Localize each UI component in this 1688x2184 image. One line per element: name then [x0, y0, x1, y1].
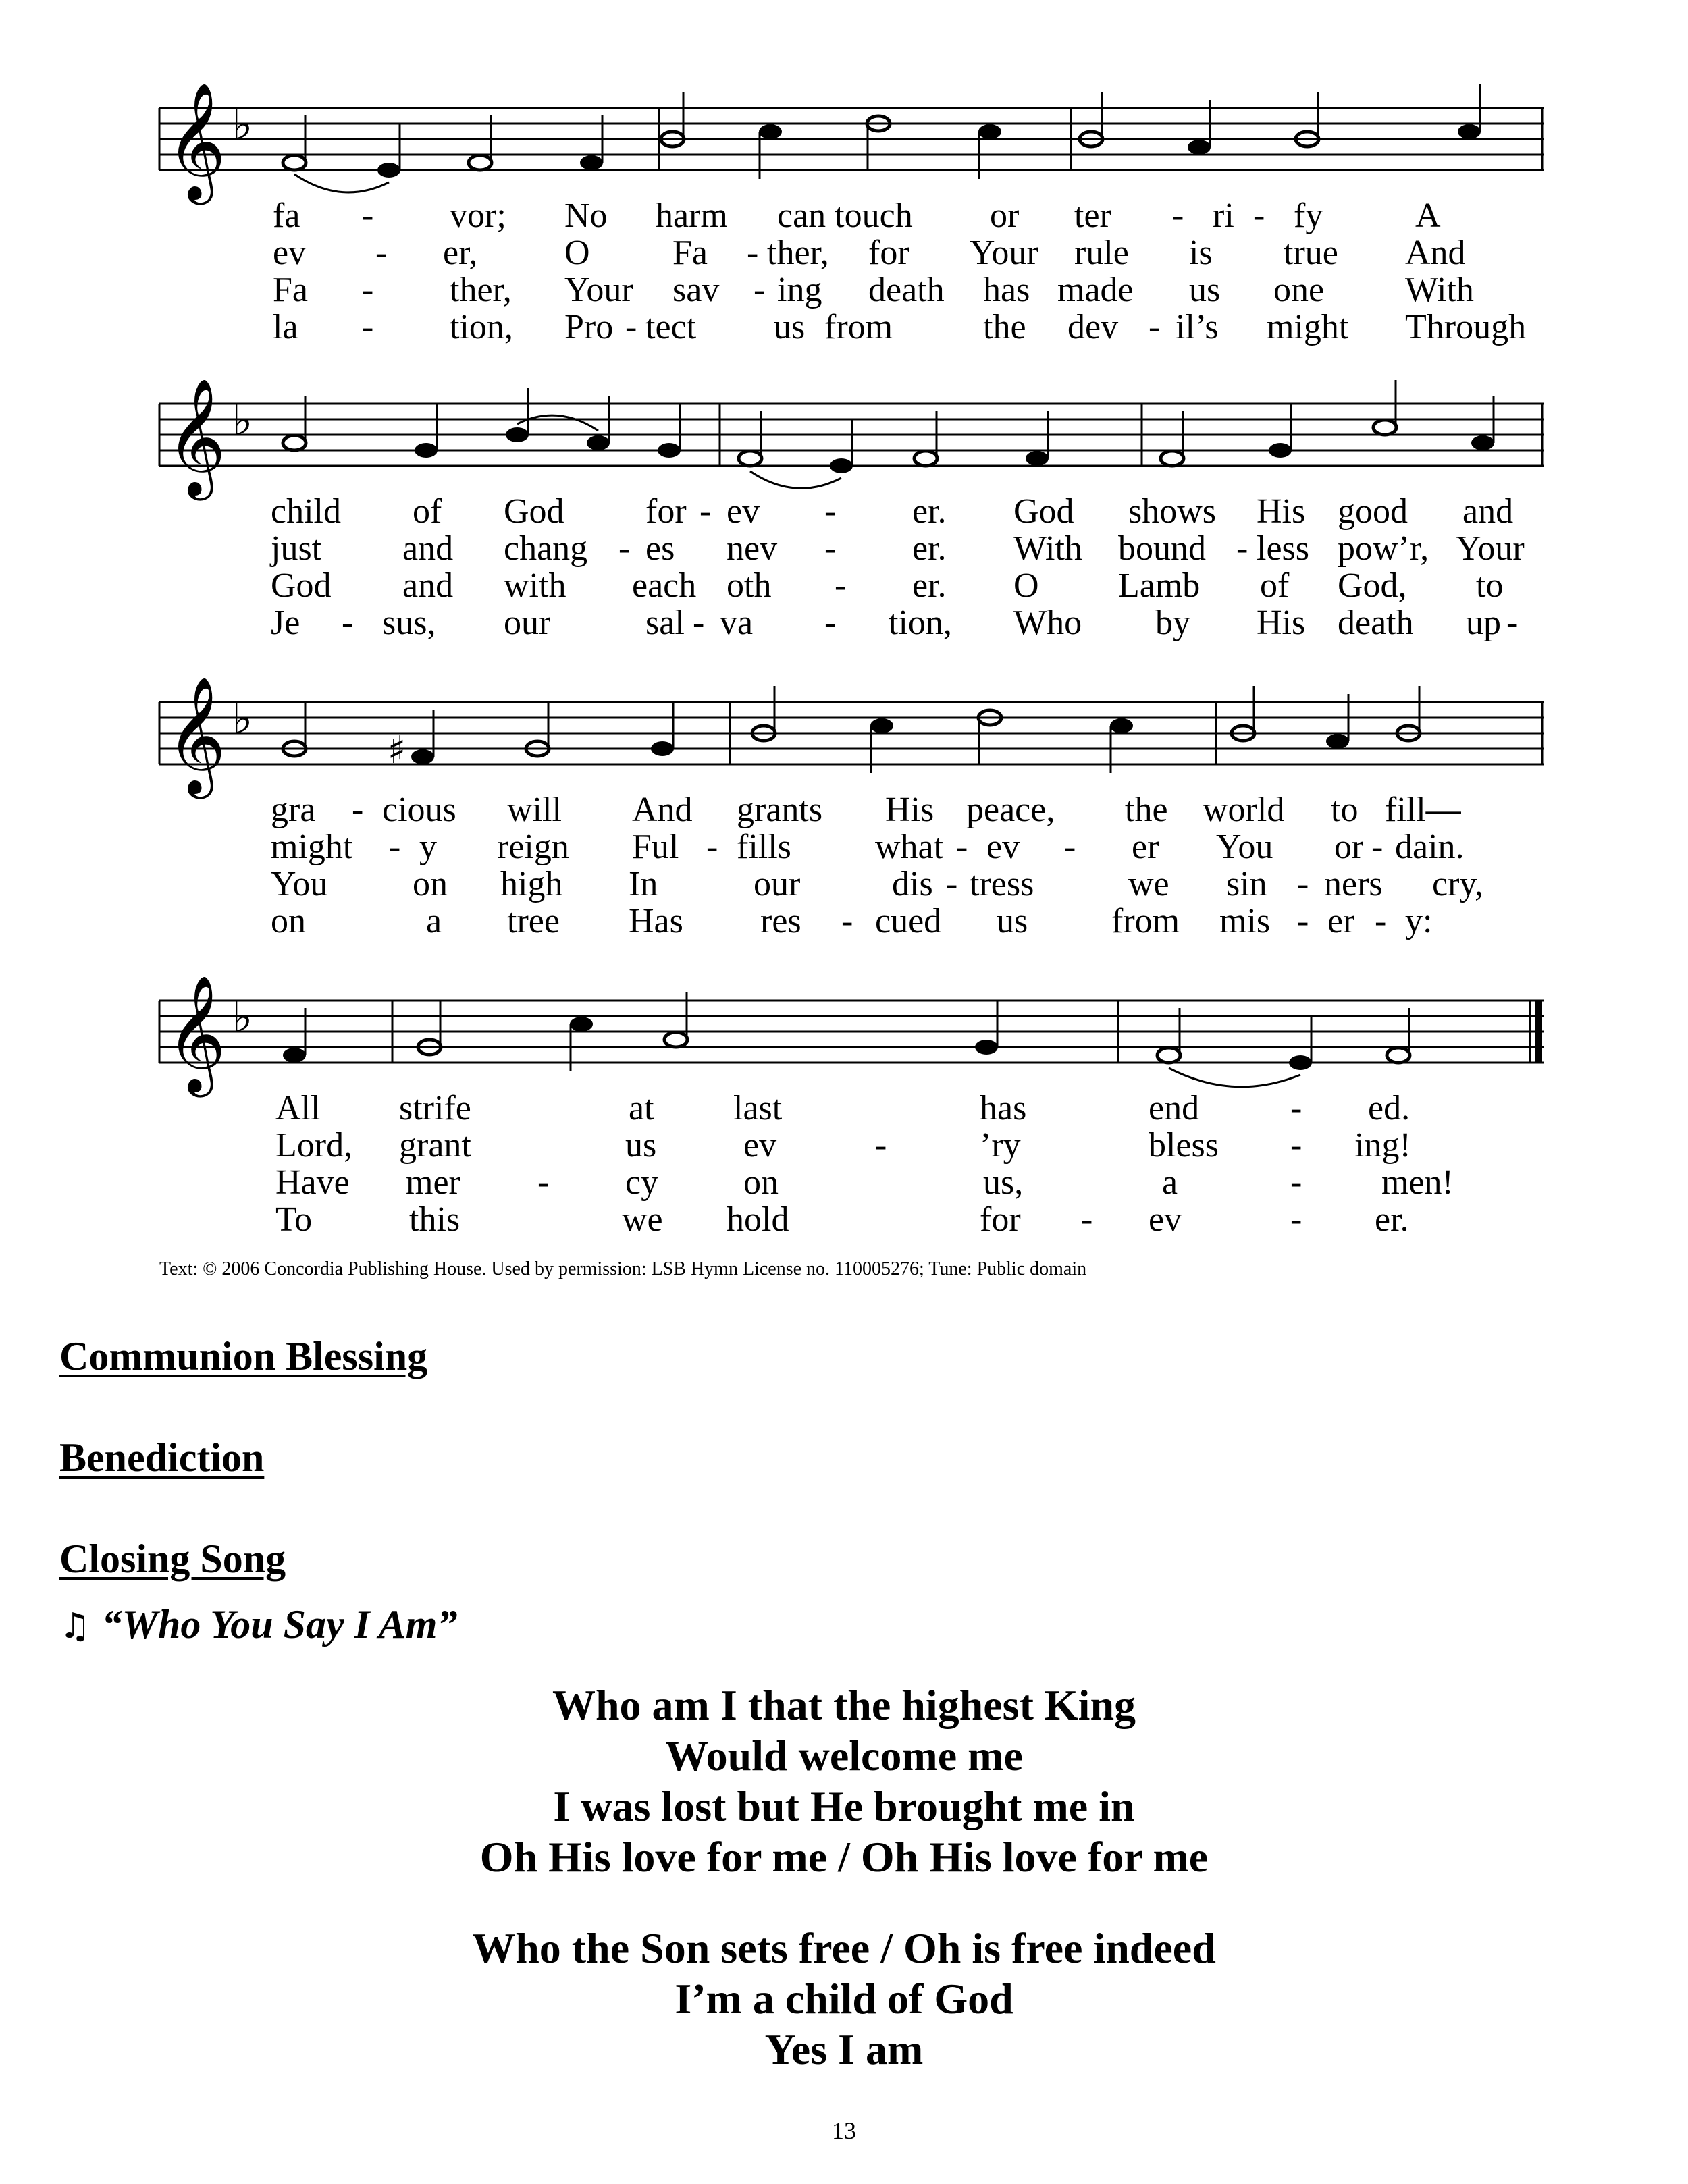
lyric-syllable: -	[362, 271, 374, 309]
lyric-syllable: In	[629, 865, 658, 903]
slur	[294, 174, 389, 192]
song-line: Would welcome me	[665, 1732, 1023, 1780]
lyric-syllable: us	[625, 1126, 657, 1165]
lyric-syllable: true	[1284, 234, 1338, 272]
lyric-syllable: fills	[737, 828, 791, 866]
lyric-syllable: -	[841, 902, 853, 940]
flat-key-signature-icon: ♭	[232, 992, 253, 1042]
final-barline	[1535, 1001, 1542, 1063]
lyric-syllable: Fa	[273, 271, 308, 309]
lyric-syllable: strife	[399, 1089, 471, 1127]
lyric-syllable: for	[868, 234, 909, 272]
lyric-syllable: from	[1111, 902, 1180, 940]
lyric-syllable: Pro	[564, 308, 614, 346]
song-line: Oh His love for me / Oh His love for me	[479, 1833, 1209, 1881]
lyric-syllable: tect	[645, 308, 697, 346]
lyric-syllable: up	[1466, 604, 1501, 642]
lyric-syllable: All	[275, 1089, 321, 1127]
lyric-syllable: cious	[382, 791, 456, 829]
lyric-syllable: for	[980, 1200, 1021, 1239]
lyric-syllable: To	[275, 1200, 313, 1239]
lyric-syllable: Fa	[672, 234, 708, 272]
lyric-syllable: -	[1290, 1089, 1302, 1127]
lyric-syllable: Your	[970, 234, 1038, 272]
lyric-syllable: bound	[1118, 529, 1206, 568]
lyric-syllable: fa	[273, 196, 300, 235]
lyric-syllable: er	[1327, 902, 1355, 940]
lyric-syllable: -	[1253, 196, 1265, 235]
lyric-syllable: -	[1064, 828, 1076, 866]
lyric-syllable: -	[537, 1163, 550, 1202]
lyric-syllable: and	[402, 529, 454, 568]
lyric-syllable: -	[693, 604, 705, 642]
lyric-syllable: er.	[912, 492, 947, 531]
song-title	[59, 1601, 457, 1648]
song-title-text: “Who You Say I Am”	[101, 1602, 458, 1647]
lyric-syllable: -	[946, 865, 958, 903]
lyric-syllable: -	[824, 492, 837, 531]
lyric-syllable: -	[389, 828, 401, 866]
lyric-syllable: tress	[970, 865, 1034, 903]
lyric-syllable: and	[402, 566, 454, 605]
lyric-syllable: is	[1189, 234, 1213, 272]
lyric-syllable: shows	[1128, 492, 1217, 531]
music-staff-1	[159, 74, 1544, 209]
lyric-syllable: sin	[1226, 865, 1267, 903]
lyric-syllable: to	[1331, 791, 1359, 829]
lyric-syllable: has	[980, 1089, 1027, 1127]
lyric-syllable: er.	[1375, 1200, 1409, 1239]
lyric-syllable: dain.	[1395, 828, 1465, 866]
lyric-syllable: -	[1172, 196, 1184, 235]
lyric-syllable: O	[1013, 566, 1039, 605]
lyric-syllable: -	[875, 1126, 887, 1165]
lyric-syllable: er.	[912, 529, 947, 568]
lyric-syllable: res	[760, 902, 801, 940]
lyric-syllable: -	[362, 308, 374, 346]
lyric-syllable: sus,	[382, 604, 436, 642]
lyric-syllable: one	[1273, 271, 1325, 309]
lyric-syllable: us,	[983, 1163, 1024, 1202]
lyric-syllable: -	[824, 529, 837, 568]
hymn-credit: Text: © 2006 Concordia Publishing House. Used by permission: LSB Hymn License no. 110005276; Tune: Public domain	[159, 1258, 1087, 1279]
lyric-syllable: for	[645, 492, 687, 531]
lyrics-system-4	[159, 1090, 1544, 1360]
heading-communion-blessing: Communion Blessing	[59, 1334, 428, 1379]
lyric-syllable: this	[409, 1200, 460, 1239]
lyric-syllable: la	[273, 308, 298, 346]
lyric-syllable: -	[824, 604, 837, 642]
lyric-syllable: y:	[1405, 902, 1433, 940]
lyric-syllable: by	[1155, 604, 1190, 642]
heading-closing-song: Closing Song	[59, 1537, 286, 1581]
lyric-syllable: will	[507, 791, 562, 829]
lyric-syllable: -	[835, 566, 847, 605]
lyric-syllable: end	[1149, 1089, 1200, 1127]
lyric-syllable: pow’r,	[1338, 529, 1429, 568]
lyric-syllable: we	[1128, 865, 1169, 903]
music-system-1	[159, 74, 1544, 346]
lyric-syllable: You	[1216, 828, 1273, 866]
lyric-syllable: made	[1057, 271, 1134, 309]
lyric-syllable: a	[426, 902, 442, 940]
lyric-syllable: rule	[1074, 234, 1129, 272]
lyric-syllable: fy	[1294, 196, 1323, 235]
lyric-syllable: tion,	[889, 604, 952, 642]
lyric-syllable: each	[632, 566, 697, 605]
lyric-syllable: men!	[1381, 1163, 1454, 1202]
lyric-syllable: Your	[1456, 529, 1525, 568]
lyric-syllable: of	[1260, 566, 1290, 605]
slur	[750, 471, 841, 488]
song-line: Who the Son sets free / Oh is free indeed	[472, 1924, 1216, 1972]
lyric-syllable: va	[720, 604, 754, 642]
lyric-syllable: With	[1405, 271, 1474, 309]
lyric-syllable: on	[743, 1163, 779, 1202]
lyric-syllable: ev	[1149, 1200, 1182, 1239]
lyric-syllable: cued	[875, 902, 942, 940]
lyric-syllable: dis	[892, 865, 933, 903]
lyric-syllable: or	[990, 196, 1020, 235]
lyric-syllable: reign	[497, 828, 569, 866]
treble-clef-icon: 𝄞	[166, 82, 226, 200]
music-note-icon: ♫	[59, 1606, 91, 1647]
lyric-syllable: us	[1189, 271, 1221, 309]
song-line: I’m a child of God	[675, 1975, 1013, 2023]
lyric-syllable: us	[997, 902, 1028, 940]
song-stanza-2	[0, 1923, 1688, 2075]
lyric-syllable: ther,	[767, 234, 829, 272]
lyric-syllable: er	[1132, 828, 1159, 866]
lyric-syllable: God,	[1338, 566, 1407, 605]
lyric-syllable: -	[618, 529, 631, 568]
lyric-syllable: y	[419, 828, 437, 866]
lyric-syllable: harm	[656, 196, 728, 235]
lyric-syllable: With	[1013, 529, 1082, 568]
lyric-syllable: God	[271, 566, 332, 605]
lyric-syllable: death	[1338, 604, 1414, 642]
lyric-syllable: And	[632, 791, 693, 829]
treble-clef-icon: 𝄞	[166, 378, 226, 496]
lyric-syllable: can touch	[777, 196, 913, 235]
music-staff-2	[159, 370, 1544, 505]
flat-key-signature-icon: ♭	[232, 100, 253, 150]
lyric-syllable: Your	[564, 271, 633, 309]
lyric-syllable: what	[875, 828, 944, 866]
lyric-syllable: and	[1462, 492, 1514, 531]
lyric-syllable: to	[1476, 566, 1504, 605]
lyric-syllable: or	[1334, 828, 1364, 866]
lyric-syllable: child	[271, 492, 341, 531]
lyric-syllable: cry,	[1432, 865, 1484, 903]
lyric-syllable: O	[564, 234, 590, 272]
lyric-syllable: the	[983, 308, 1026, 346]
lyric-syllable: world	[1203, 791, 1285, 829]
lyric-syllable: Through	[1405, 308, 1527, 346]
lyric-syllable: fill—	[1385, 791, 1461, 829]
lyric-syllable: -	[1290, 1163, 1302, 1202]
lyric-syllable: sal	[645, 604, 685, 642]
slur	[517, 415, 598, 431]
lyric-syllable: cy	[625, 1163, 659, 1202]
lyric-syllable: -	[342, 604, 354, 642]
lyric-syllable: hold	[727, 1200, 789, 1239]
lyric-syllable: -	[1371, 828, 1383, 866]
slur	[1169, 1068, 1300, 1087]
music-staff-3	[159, 668, 1544, 803]
lyric-syllable: -	[625, 308, 637, 346]
lyric-syllable: just	[271, 529, 322, 568]
lyric-syllable: -	[706, 828, 718, 866]
treble-clef-icon: 𝄞	[166, 975, 226, 1092]
lyric-syllable: ev	[273, 234, 307, 272]
lyric-syllable: mis	[1219, 902, 1271, 940]
lyric-syllable: tree	[507, 902, 560, 940]
lyric-syllable: peace,	[966, 791, 1055, 829]
lyric-syllable: -	[362, 196, 374, 235]
lyric-syllable: nev	[727, 529, 778, 568]
lyric-syllable: Have	[275, 1163, 350, 1202]
music-system-4	[159, 967, 1544, 1237]
lyric-syllable: ing	[777, 271, 822, 309]
lyric-syllable: of	[413, 492, 442, 531]
lyric-syllable: ev	[727, 492, 760, 531]
lyric-syllable: Lamb	[1118, 566, 1201, 605]
music-system-2	[159, 370, 1544, 640]
lyric-syllable: er,	[443, 234, 478, 272]
lyric-syllable: And	[1405, 234, 1466, 272]
lyric-syllable: -	[1290, 1200, 1302, 1239]
lyric-syllable: the	[1125, 791, 1168, 829]
lyric-syllable: God	[504, 492, 564, 531]
lyric-syllable: vor;	[450, 196, 506, 235]
lyric-syllable: A	[1415, 196, 1441, 235]
lyric-syllable: has	[983, 271, 1030, 309]
lyric-syllable: ev	[743, 1126, 777, 1165]
lyric-syllable: ther,	[450, 271, 512, 309]
lyric-syllable: -	[1290, 1126, 1302, 1165]
heading-benediction: Benediction	[59, 1435, 265, 1480]
lyric-syllable: Ful	[632, 828, 679, 866]
lyric-syllable: dev	[1067, 308, 1119, 346]
lyric-syllable: -	[956, 828, 968, 866]
lyric-syllable: -	[1297, 865, 1309, 903]
lyric-syllable: mer	[406, 1163, 460, 1202]
lyric-syllable: Has	[629, 902, 683, 940]
lyric-syllable: sav	[672, 271, 720, 309]
lyric-syllable: less	[1257, 529, 1309, 568]
song-stanza-1	[0, 1680, 1688, 1882]
lyric-syllable: ’ry	[980, 1126, 1021, 1165]
lyric-syllable: -	[747, 234, 759, 272]
lyric-syllable: chang	[504, 529, 588, 568]
song-line: I was lost but He brought me in	[553, 1782, 1135, 1830]
sharp-icon: ♯	[388, 728, 406, 772]
lyric-syllable: -	[1236, 529, 1248, 568]
lyric-syllable: -	[1297, 902, 1309, 940]
lyric-syllable: ri	[1213, 196, 1234, 235]
lyric-syllable: Who	[1013, 604, 1082, 642]
lyric-syllable: -	[1081, 1200, 1093, 1239]
lyric-syllable: oth	[727, 566, 772, 605]
lyric-syllable: es	[645, 529, 675, 568]
lyric-syllable: grants	[737, 791, 823, 829]
lyric-syllable: Je	[271, 604, 300, 642]
lyric-syllable: might	[271, 828, 353, 866]
lyric-syllable: our	[504, 604, 551, 642]
lyric-syllable: -	[1149, 308, 1161, 346]
lyric-syllable: grant	[399, 1126, 471, 1165]
page-number: 13	[832, 2117, 856, 2144]
lyric-syllable: tion,	[450, 308, 513, 346]
music-staff-4	[159, 967, 1544, 1102]
treble-clef-icon: 𝄞	[166, 676, 226, 794]
lyric-syllable: ners	[1324, 865, 1383, 903]
lyric-syllable: His	[1257, 492, 1306, 531]
lyric-syllable: er.	[912, 566, 947, 605]
lyric-syllable: -	[352, 791, 364, 829]
lyric-syllable: -	[1506, 604, 1519, 642]
lyric-syllable: on	[413, 865, 448, 903]
lyric-syllable: -	[1375, 902, 1387, 940]
lyric-syllable: il’s	[1176, 308, 1219, 346]
music-system-3	[159, 668, 1544, 938]
lyric-syllable: -	[375, 234, 388, 272]
lyric-syllable: No	[564, 196, 608, 235]
lyric-syllable: ed.	[1368, 1089, 1410, 1127]
lyric-syllable: on	[271, 902, 306, 940]
lyric-syllable: we	[622, 1200, 663, 1239]
lyric-syllable: Lord,	[275, 1126, 353, 1165]
lyric-syllable: God	[1013, 492, 1074, 531]
lyric-syllable: gra	[271, 791, 316, 829]
lyric-syllable: might	[1267, 308, 1349, 346]
lyric-syllable: with	[504, 566, 566, 605]
lyric-syllable: last	[733, 1089, 783, 1127]
lyric-syllable: our	[754, 865, 801, 903]
song-line: Yes I am	[764, 2025, 924, 2073]
flat-key-signature-icon: ♭	[232, 694, 253, 744]
lyric-syllable: a	[1162, 1163, 1178, 1202]
lyric-syllable: good	[1338, 492, 1408, 531]
lyric-syllable: His	[1257, 604, 1306, 642]
lyric-syllable: from	[824, 308, 893, 346]
lyric-syllable: bless	[1149, 1126, 1219, 1165]
lyric-syllable: -	[754, 271, 766, 309]
lyric-syllable: ev	[986, 828, 1020, 866]
lyric-syllable: ter	[1074, 196, 1111, 235]
lyric-syllable: at	[629, 1089, 654, 1127]
lyric-syllable: death	[868, 271, 945, 309]
song-line: Who am I that the highest King	[552, 1681, 1136, 1729]
flat-key-signature-icon: ♭	[232, 396, 253, 446]
lyric-syllable: ing!	[1354, 1126, 1411, 1165]
lyric-syllable: -	[700, 492, 712, 531]
lyric-syllable: His	[885, 791, 934, 829]
lyric-syllable: high	[500, 865, 563, 903]
lyric-syllable: us	[774, 308, 806, 346]
lyric-syllable: You	[271, 865, 328, 903]
